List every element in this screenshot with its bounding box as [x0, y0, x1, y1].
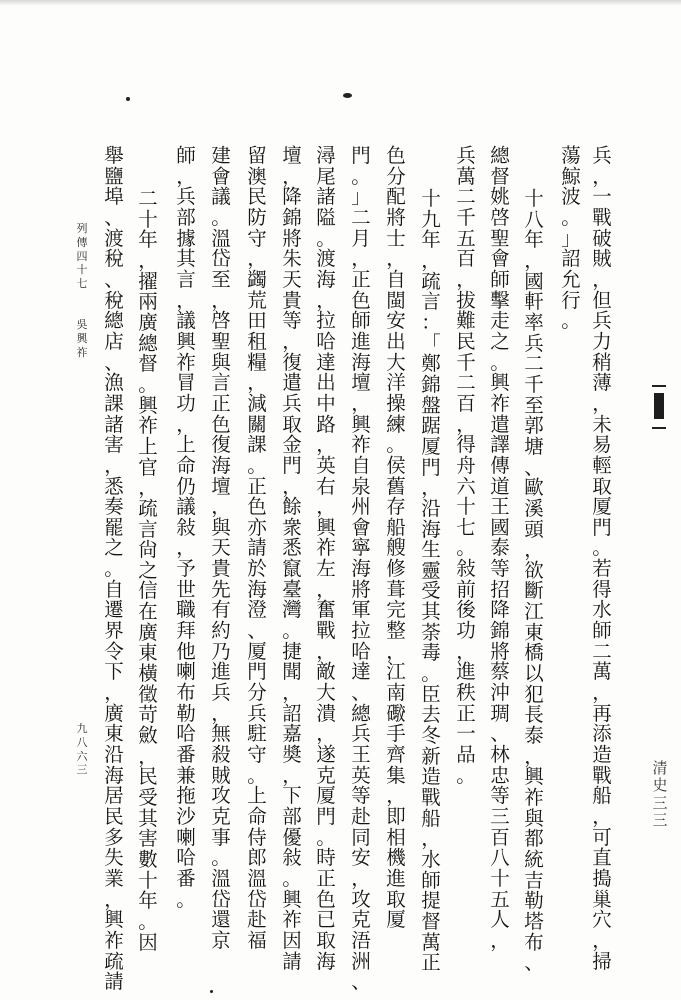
text-column: 二 十 年 ， 擢 兩 廣 總 督 。 興 祚 上 官 ， 疏 言 尙 之 信 在 廣 東 橫 徵 苛 斂 ， 民 受 其 害 數 十 年 。 因 [138, 187, 158, 954]
text-column: 總 督 姚 啓 聖 會 師 擊 走 之 。 興 祚 遣 譯 傳 道 王 國 泰 等 招 降 錦 將 蔡 沖 琱 、 林 忠 等 三 百 八 十 五 人 ， [490, 144, 510, 952]
text-column: 色 分 配 將 士 ， 自 閩 安 出 大 洋 操 練 。 侯 舊 存 船 艘 修 葺 完 整 ， 江 南 礮 手 齊 集 ， 即 相 機 進 取 厦 [386, 144, 406, 932]
scan-speck [126, 97, 130, 101]
text-column: 舉 鹽 埠 、 渡 稅 、 稅 總 店 、 漁 課 諸 害 ， 悉 奏 罷 之 。 自 遷 界 令 下 ， 廣 東 沿 海 居 民 多 失 業 ， 興 祚 疏 請 [104, 144, 124, 994]
text-column: 兵 ， 一 戰 破 賊 ， 但 兵 力 稍 薄 ， 未 易 輕 取 厦 門 。 若 得 水 師 二 萬 ， 再 添 造 戰 船 ， 可 直 搗 巢 穴 ， 掃 [592, 144, 612, 973]
margin-header: 清 史 三 三 [652, 759, 668, 829]
scan-speck [343, 93, 352, 98]
scan-speck [210, 990, 213, 993]
footer-author: 吳 興 祚 [76, 318, 88, 359]
text-column: 建 會 議 。 溫 岱 至 ， 啓 聖 與 言 正 色 復 海 壇 ， 與 天 貴 先 有 約 乃 進 兵 ， 無 殺 賊 攻 克 事 。 溫 岱 還 京 [211, 144, 231, 952]
text-column: 門 。 」 二 月 ， 正 色 師 進 海 壇 ， 興 祚 自 泉 州 會 寧 海 將 軍 拉 哈 達 、 總 兵 王 英 等 赴 同 安 ， 攻 克 浯 洲 、 [351, 144, 371, 994]
text-column: 壇 ， 降 錦 將 朱 天 貴 等 ， 復 遣 兵 取 金 門 ， 餘 衆 悉 竄 臺 灣 。 捷 聞 ， 詔 嘉 奬 ， 下 部 優 敍 。 興 祚 因 請 [282, 144, 302, 973]
footer-chapter-title: 列 傳 四 十 七 [76, 222, 88, 290]
text-column: 蕩 鯨 波 。 」 詔 允 行 。 [561, 144, 581, 333]
text-column: 十 九 年 ， 疏 言 ： 「 鄭 錦 盤 踞 厦 門 ， 沿 海 生 靈 受 其 荼 毒 。 臣 去 冬 新 造 戰 船 ， 水 師 提 督 萬 正 [421, 187, 441, 975]
text-column: 十 八 年 ， 國 軒 率 兵 二 千 至 郭 塘 、 歐 溪 頭 ， 欲 斷 江 東 橋 以 犯 長 泰 ， 興 祚 與 都 統 吉 勒 塔 布 、 [524, 187, 544, 975]
text-column: 兵 萬 二 千 五 百 ， 拔 難 民 千 二 百 ， 得 舟 六 十 七 。 敍 前 後 功 ， 進 秩 正 一 品 。 [456, 144, 476, 787]
text-column: 留 澳 民 防 守 ， 蠲 荒 田 租 糧 ， 減 關 課 。 正 色 亦 請 於 海 澄 、 厦 門 分 兵 駐 守 。 上 命 侍 郎 溫 岱 赴 福 [247, 144, 267, 952]
text-column: 師 ， 兵 部 據 其 言 ， 議 興 祚 冒 功 ， 上 命 仍 議 敍 ， 予 世 職 拜 他 喇 布 勒 哈 番 兼 拖 沙 喇 哈 番 。 [176, 144, 196, 911]
margin-tab-mark [652, 385, 666, 429]
page-number: 九 八 六 三 [76, 722, 88, 777]
scan-edge [0, 0, 681, 6]
text-column: 潯 尾 諸 隘 。 渡 海 ， 拉 哈 達 出 中 路 ， 英 右 ， 興 祚 左 ， 奮 戰 ， 敵 大 潰 ， 遂 克 厦 門 。 時 正 色 已 取 海 [316, 144, 336, 973]
